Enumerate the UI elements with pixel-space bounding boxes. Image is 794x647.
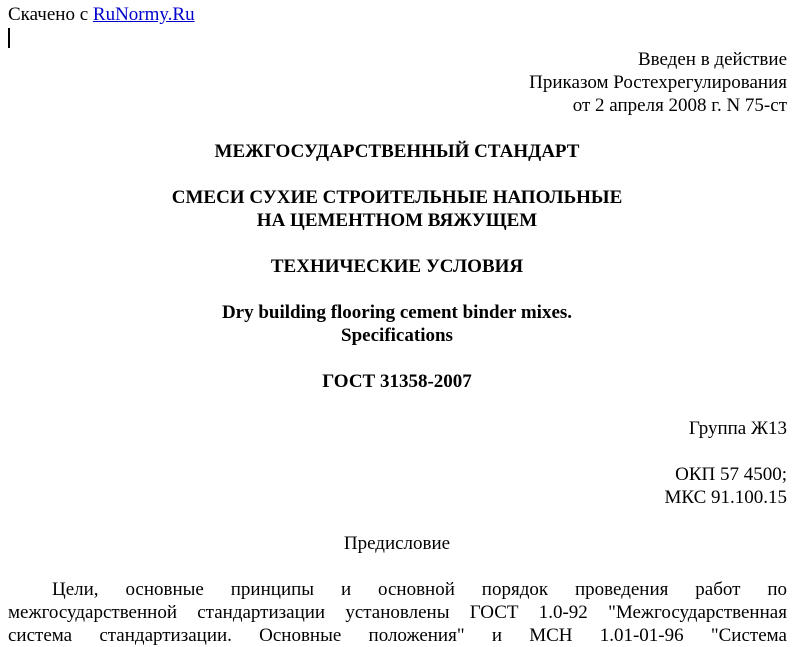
preface-word: по (767, 579, 787, 600)
preface-line (8, 578, 787, 601)
preface-word: установлены (345, 602, 450, 623)
preface-word: стандартизации. (99, 625, 232, 646)
group-code: Группа Ж13 (688, 418, 787, 439)
english-title (0, 301, 794, 347)
preface-word: система (8, 625, 73, 646)
preface-word: основные (125, 579, 204, 600)
preface-word: положения" (368, 625, 465, 646)
preface-heading: Предисловие (343, 533, 451, 554)
title-line: СМЕСИ СУХИЕ СТРОИТЕЛЬНЫЕ НАПОЛЬНЫЕ (171, 187, 623, 208)
preface-word: МСН (529, 625, 573, 646)
document-title (0, 186, 794, 232)
preface-word: порядок (481, 579, 549, 600)
preface-word: и (340, 579, 352, 600)
document-subtitle: ТЕХНИЧЕСКИЕ УСЛОВИЯ (270, 256, 524, 277)
preface-word: ГОСТ (469, 602, 519, 623)
gost-number: ГОСТ 31358-2007 (322, 371, 472, 392)
preface-paragraph (8, 578, 787, 647)
preface-word: Основные (259, 625, 342, 646)
preface-word: проведения (574, 579, 669, 600)
preface-word: и (491, 625, 502, 646)
classification-codes (664, 463, 787, 509)
preface-line (8, 601, 787, 624)
classification-code: МКС 91.100.15 (664, 487, 787, 508)
preface-word: межгосударственной (8, 602, 177, 623)
classification-code: ОКП 57 4500; (675, 464, 787, 485)
english-title-line: Dry building flooring cement binder mixes. (221, 302, 573, 323)
enactment-line: Введен в действие (637, 49, 787, 70)
preface-word: работ (695, 579, 741, 600)
preface-word: Цели, (52, 579, 99, 600)
preface-word: 1.01-01-96 (599, 625, 684, 646)
text-cursor (8, 28, 10, 48)
enactment-note (529, 48, 787, 117)
enactment-line: Приказом Ростехрегулирования (529, 72, 787, 93)
english-title-line: Specifications (341, 325, 453, 346)
source-prefix: Скачено с (8, 4, 89, 25)
source-link[interactable]: RuNormy.Ru (92, 4, 195, 25)
enactment-line: от 2 апреля 2008 г. N 75-ст (572, 95, 787, 116)
preface-word: стандартизации (197, 602, 326, 623)
preface-word: 1.0-92 (538, 602, 588, 623)
preface-word: "Система (710, 625, 787, 646)
preface-word: основной (378, 579, 455, 600)
source-line (8, 4, 195, 26)
preface-word: принципы (230, 579, 315, 600)
preface-word: "Межгосударственная (608, 602, 787, 623)
title-line: НА ЦЕМЕНТНОМ ВЯЖУЩЕМ (256, 210, 538, 231)
standard-type-heading: МЕЖГОСУДАРСТВЕННЫЙ СТАНДАРТ (214, 141, 580, 162)
